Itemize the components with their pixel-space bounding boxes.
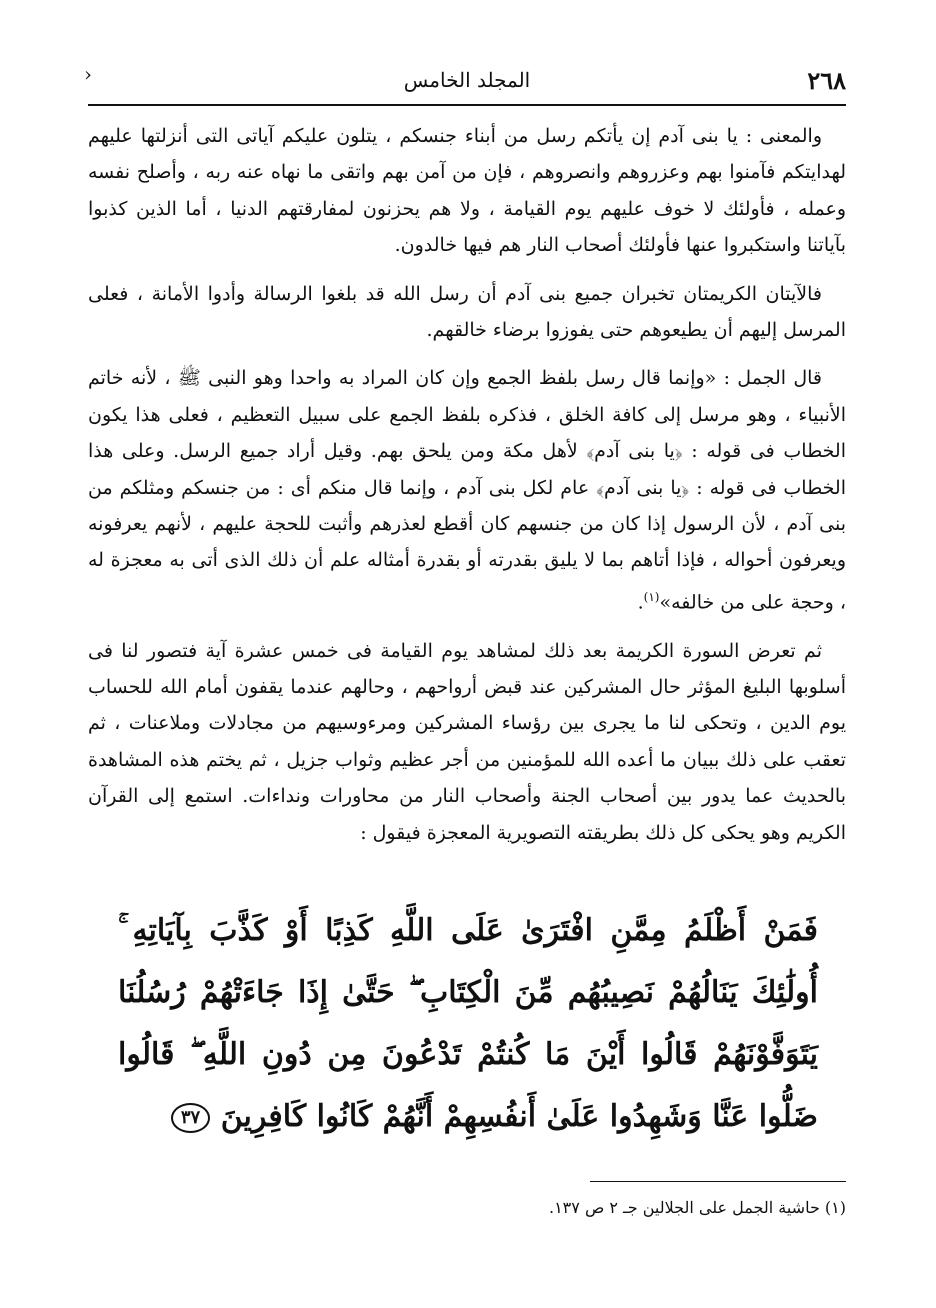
- paragraph-summary: فالآيتان الكريمتان تخبران جميع بنى آدم أن رسل الله قد بلغوا الرسالة وأدوا الأمانة ، فعلى المرسل إليهم أن يطيعوهم حتى يفوزوا برضاء خالقهم.: [88, 282, 846, 342]
- corner-mark: ‹: [84, 62, 92, 86]
- body-text: [88, 118, 846, 851]
- page-number: ٢٦٨: [807, 66, 846, 95]
- header-rule: [88, 104, 846, 106]
- paragraph-meaning: والمعنى : يا بنى آدم إن يأتكم رسل من أبناء جنسكم ، يتلون عليكم آياتى التى أنزلتها عليهم لهدايتكم فآمنوا بهم وعزروهم وانصروهم ، فإن من آمن بهم واتقى ما نهاه عنه ربه ، وأصلح نفسه وعمله ، فأولئك لا خوف عليهم يوم القيامة ، ولا هم يحزنون لمفارقتهم الدنيا ، أما الذين كذبوا بآياتنا واستكبروا عنها فأولئك أصحاب النار هم فيها خالدون.: [88, 125, 846, 257]
- paragraph-quote: قال الجمل : «وإنما قال رسل بلفظ الجمع وإن كان المراد به واحدا وهو النبى ﷺ ، لأنه خاتم الأنبياء ، وهو مرسل إلى كافة الخلق ، فذكره بلفظ الجمع على سبيل التعظيم ، فعلى هذا يكون الخطاب فى قوله : ﴿يا بنى آدم﴾ لأهل مكة ومن يلحق بهم. وقيل أراد جميع الرسل. وعلى هذا الخطاب فى قوله : ﴿يا بنى آدم﴾ عام لكل بنى آدم ، وإنما قال منكم أى : من جنسكم ومثلكم من بنى آدم ، لأن الرسول إذا كان من جنسهم كان أقطع لعذرهم وأثبت للحجة عليهم ، لأنهم يعرفونه ويعرفون أحواله ، فإذا أتاهم بما لا يليق بقدرته أو بقدرة أمثاله علم أن ذلك الذى أتى به معجزة له ، وحجة على من خالفه»$^{(١)}$.: [88, 367, 846, 614]
- running-title: المجلد الخامس: [403, 68, 531, 92]
- page-header: [84, 62, 846, 104]
- footnote-reference[interactable]: (١): [643, 589, 660, 604]
- quran-verse: [118, 900, 818, 1148]
- footnote-rule: [590, 1181, 846, 1182]
- ayah-number-marker: ٣٧: [171, 1103, 210, 1133]
- verse-text: فَمَنْ أَظْلَمُ مِمَّنِ افْتَرَىٰ عَلَى اللَّهِ كَذِبًا أَوْ كَذَّبَ بِآيَاتِهِ ۚ أُولَٰئِكَ يَنَالُهُمْ نَصِيبُهُم مِّنَ الْكِتَابِ ۖ حَتَّىٰ إِذَا جَاءَتْهُمْ رُسُلُنَا يَتَوَفَّوْنَهُمْ قَالُوا أَيْنَ مَا كُنتُمْ تَدْعُونَ مِن دُونِ اللَّهِ ۖ قَالُوا ضَلُّوا عَنَّا وَشَهِدُوا عَلَىٰ أَنفُسِهِمْ أَنَّهُمْ كَانُوا كَافِرِينَ: [118, 913, 818, 1134]
- footnote: (١) حاشية الجمل على الجلالين جـ ٢ ص ١٣٧.: [548, 1198, 846, 1217]
- paragraph-intro: ثم تعرض السورة الكريمة بعد ذلك لمشاهد يوم القيامة فى خمس عشرة آية فتصور لنا فى أسلوبها البليغ المؤثر حال المشركين عند قبض أرواحهم ، وحالهم عندما يقفون أمام الله للحساب يوم الدين ، وتحكى لنا ما يجرى بين رؤساء المشركين ومرءوسيهم من مجادلات وملاعنات ، ثم تعقب على ذلك ببيان ما أعده الله للمؤمنين من أجر عظيم وثواب جزيل ، ثم يختم هذه المشاهدة بالحديث عما يدور بين أصحاب الجنة وأصحاب النار من محاورات ونداءات. استمع إلى القرآن الكريم وهو يحكى كل ذلك بطريقته التصويرية المعجزة فيقول :: [88, 639, 846, 844]
